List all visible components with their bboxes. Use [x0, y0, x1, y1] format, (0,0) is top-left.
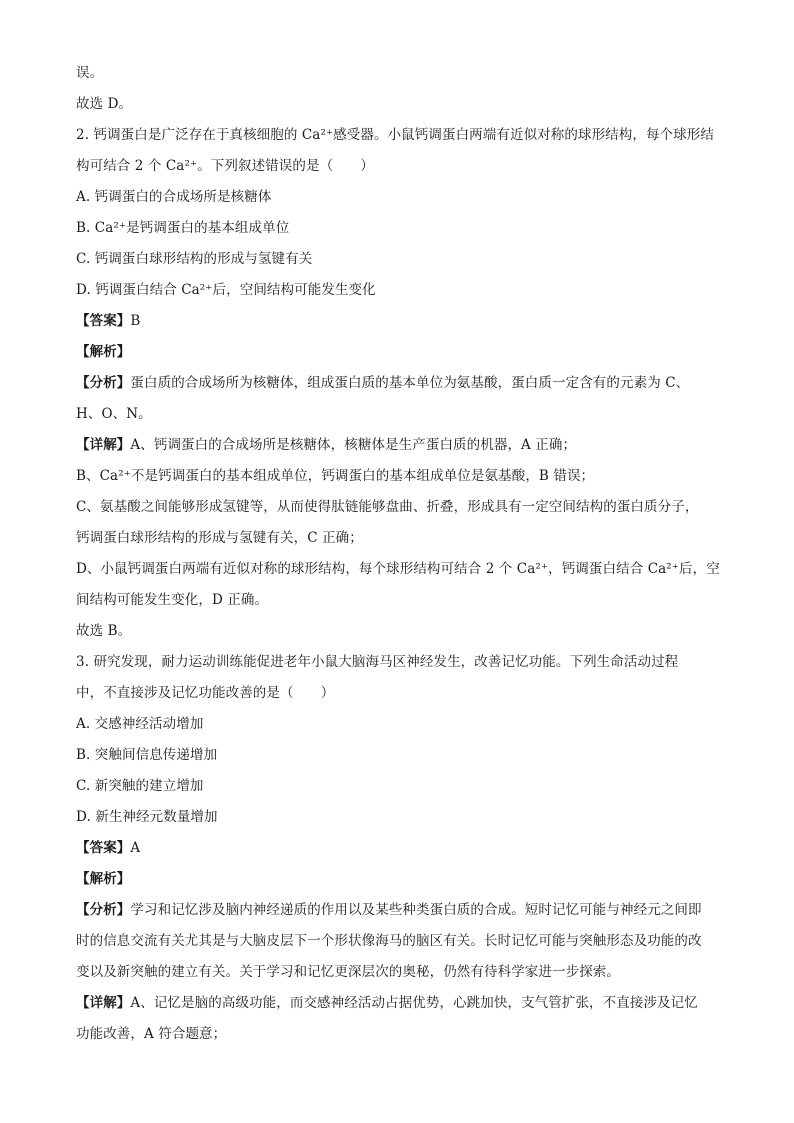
- text-line: [76, 833, 724, 864]
- text-line: [76, 616, 724, 647]
- text-line: [76, 957, 724, 988]
- section-tag: 【解析】: [76, 871, 131, 887]
- line-text: 误。: [76, 65, 104, 81]
- section-tag: 【详解】: [76, 437, 131, 453]
- text-line: [76, 213, 724, 244]
- text-line: [76, 988, 724, 1019]
- line-text: 间结构可能发生变化，D 正确。: [76, 592, 269, 608]
- text-line: [76, 368, 724, 399]
- text-line: [76, 89, 724, 120]
- section-tag: 【答案】: [76, 313, 131, 329]
- line-text: A. 交感神经活动增加: [76, 716, 204, 732]
- text-line: [76, 58, 724, 89]
- text-line: [76, 337, 724, 368]
- line-text: 构可结合 2 个 Ca²⁺。下列叙述错误的是（ ）: [76, 158, 374, 174]
- text-line: [76, 709, 724, 740]
- section-tag: 【分析】: [76, 375, 131, 391]
- document-page: [76, 58, 724, 1050]
- section-tag: 【答案】: [76, 840, 131, 856]
- text-line: [76, 647, 724, 678]
- text-line: [76, 585, 724, 616]
- line-text: D、小鼠钙调蛋白两端有近似对称的球形结构，每个球形结构可结合 2 个 Ca²⁺，钙调蛋白结合 Ca²⁺后，空: [76, 561, 720, 577]
- line-text: 故选 D。: [76, 96, 133, 112]
- text-line: [76, 740, 724, 771]
- text-line: [76, 120, 724, 151]
- text-line: [76, 461, 724, 492]
- text-line: [76, 802, 724, 833]
- text-line: [76, 244, 724, 275]
- line-text: 功能改善，A 符合题意；: [76, 1026, 227, 1042]
- line-text: A: [130, 840, 141, 856]
- line-text: 2. 钙调蛋白是广泛存在于真核细胞的 Ca²⁺感受器。小鼠钙调蛋白两端有近似对称的球形结构，每个球形结: [76, 127, 714, 143]
- line-text: 学习和记忆涉及脑内神经递质的作用以及某些种类蛋白质的合成。短时记忆可能与神经元之间即: [130, 902, 702, 918]
- section-tag: 【详解】: [76, 995, 131, 1011]
- line-text: 时的信息交流有关尤其是与大脑皮层下一个形状像海马的脑区有关。长时记忆可能与突触形态及功能的改: [76, 933, 702, 949]
- text-line: [76, 864, 724, 895]
- line-text: B. Ca²⁺是钙调蛋白的基本组成单位: [76, 220, 290, 236]
- text-line: [76, 399, 724, 430]
- line-text: 故选 B。: [76, 623, 132, 639]
- text-line: [76, 275, 724, 306]
- text-line: [76, 151, 724, 182]
- line-text: A、钙调蛋白的合成场所是核糖体，核糖体是生产蛋白质的机器，A 正确；: [130, 437, 577, 453]
- line-text: 变以及新突触的建立有关。关于学习和记忆更深层次的奥秘，仍然有待科学家进一步探索。: [76, 964, 620, 980]
- text-line: [76, 678, 724, 709]
- line-text: C. 钙调蛋白球形结构的形成与氢键有关: [76, 251, 313, 267]
- text-line: [76, 492, 724, 523]
- text-line: [76, 554, 724, 585]
- text-line: [76, 926, 724, 957]
- line-text: B. 突触间信息传递增加: [76, 747, 218, 763]
- line-text: A. 钙调蛋白的合成场所是核糖体: [76, 189, 272, 205]
- line-text: H、O、N。: [76, 406, 152, 422]
- line-text: 蛋白质的合成场所为核糖体，组成蛋白质的基本单位为氨基酸，蛋白质一定含有的元素为 C、: [130, 375, 690, 391]
- text-line: [76, 182, 724, 213]
- section-tag: 【解析】: [76, 344, 131, 360]
- line-text: C、氨基酸之间能够形成氢键等，从而使得肽链能够盘曲、折叠，形成具有一定空间结构的蛋白质分子，: [76, 499, 699, 515]
- text-line: [76, 895, 724, 926]
- line-text: D. 新生神经元数量增加: [76, 809, 218, 825]
- text-line: [76, 1019, 724, 1050]
- section-tag: 【分析】: [76, 902, 131, 918]
- text-line: [76, 523, 724, 554]
- line-text: 钙调蛋白球形结构的形成与氢键有关，C 正确；: [76, 530, 363, 546]
- line-text: 3. 研究发现，耐力运动训练能促进老年小鼠大脑海马区神经发生，改善记忆功能。下列生命活动过程: [76, 654, 679, 670]
- line-text: B、Ca²⁺不是钙调蛋白的基本组成单位，钙调蛋白的基本组成单位是氨基酸，B 错误；: [76, 468, 595, 484]
- line-text: A、记忆是脑的高级功能，而交感神经活动占据优势，心跳加快，支气管扩张，不直接涉及记忆: [130, 995, 698, 1011]
- line-text: B: [130, 313, 141, 329]
- line-text: 中，不直接涉及记忆功能改善的是（ ）: [76, 685, 335, 701]
- line-text: D. 钙调蛋白结合 Ca²⁺后，空间结构可能发生变化: [76, 282, 376, 298]
- line-text: C. 新突触的建立增加: [76, 778, 204, 794]
- text-line: [76, 771, 724, 802]
- text-line: [76, 306, 724, 337]
- text-line: [76, 430, 724, 461]
